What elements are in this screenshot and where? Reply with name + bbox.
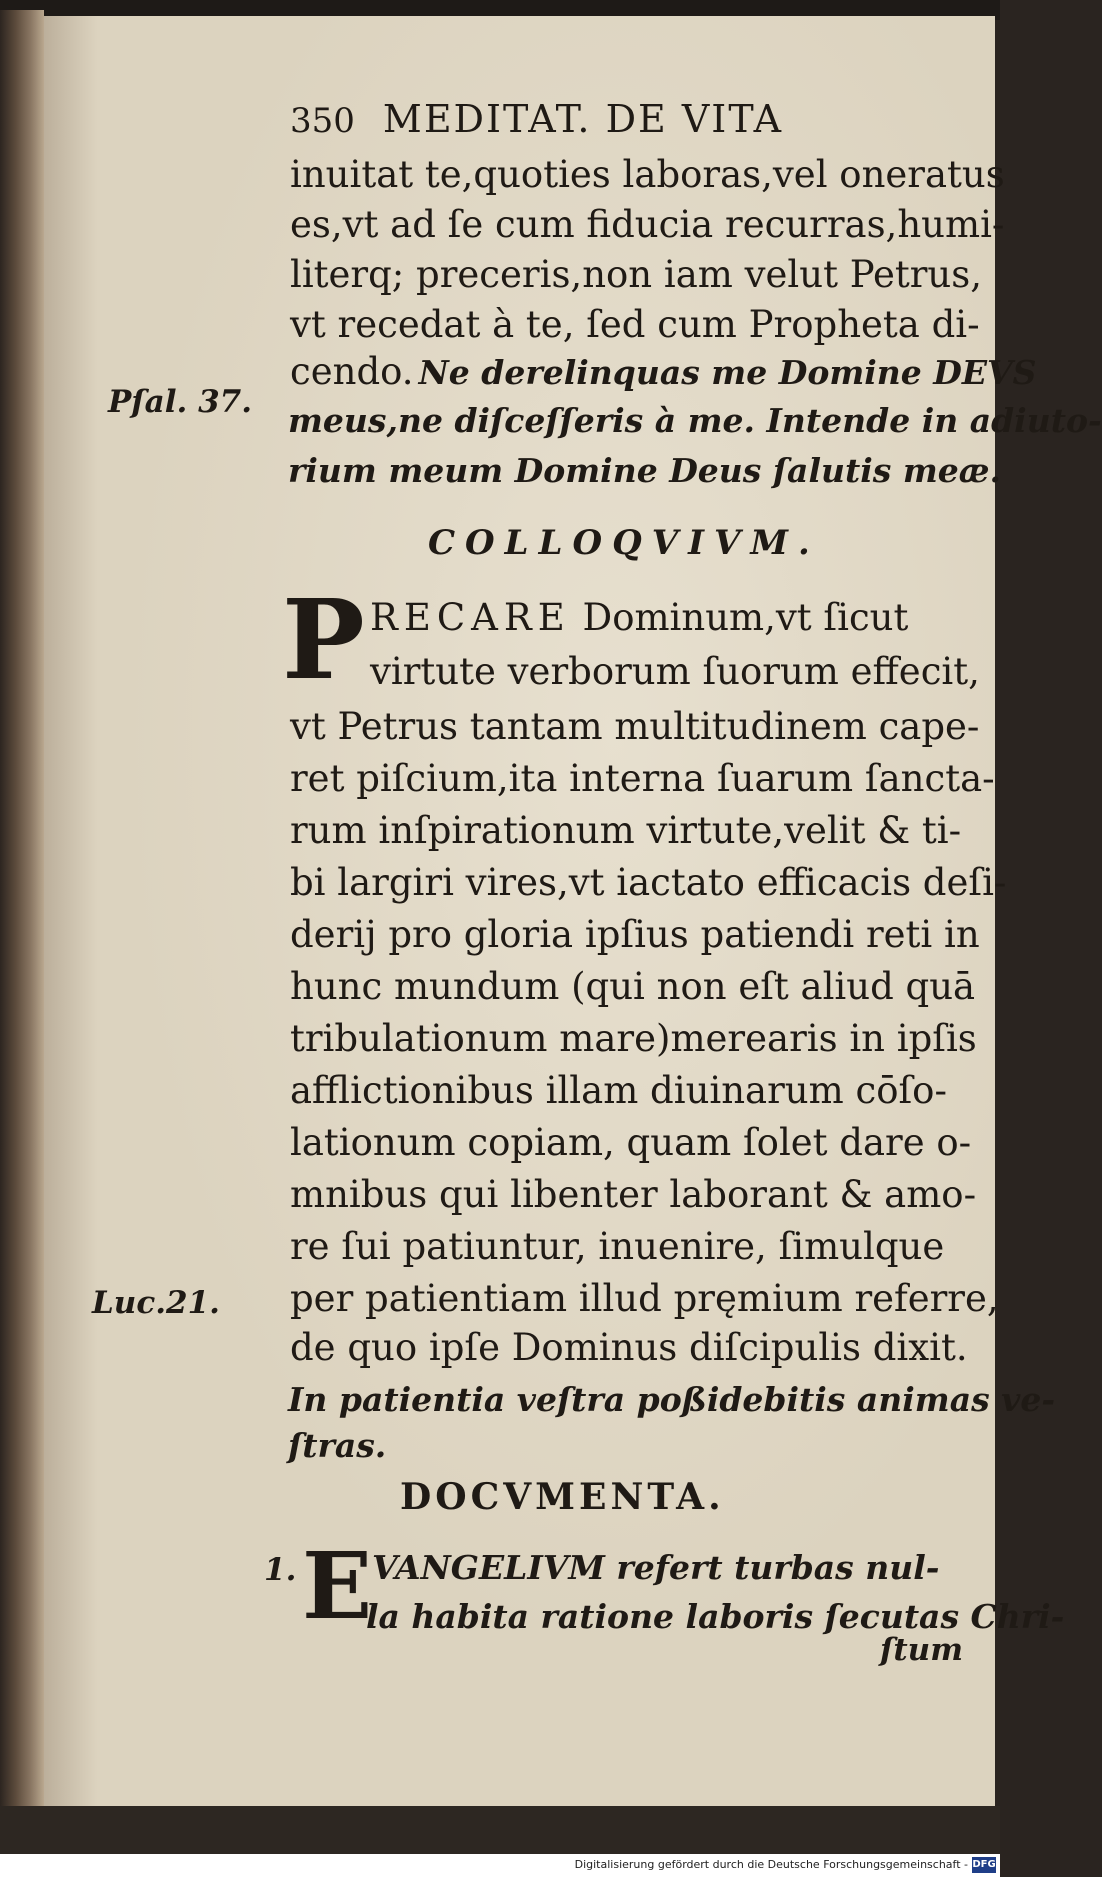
italic-line: la habita ratione laboris ſecutas Chri- [366, 1597, 1065, 1636]
digitization-footer [0, 1854, 1000, 1877]
first-line-rest: Dominum,vt ſicut [582, 596, 909, 639]
page-number: 350 [290, 101, 355, 141]
text-roman: cendo. [290, 350, 414, 393]
text-line: re ſui patiuntur, inuenire, ſimulque [290, 1225, 945, 1268]
text-line: afflictionibus illam diuinarum cōſo- [290, 1069, 947, 1112]
text-line: hunc mundum (qui non eſt aliud quā [290, 965, 976, 1008]
dfg-logo: DFG [972, 1857, 996, 1873]
text-line: virtute verborum ſuorum effecit, [370, 650, 980, 693]
italic-line: In patientia veſtra poßidebitis animas ve- [288, 1380, 1056, 1419]
text-line-mixed [290, 350, 1036, 393]
item-number: 1. [264, 1552, 297, 1588]
italic-line: rium meum Domine Deus ſalutis meæ. [288, 451, 1001, 490]
italic-line: VANGELIVM refert turbas nul- [372, 1548, 940, 1587]
section-heading-colloquium: COLLOQVIVM. [428, 523, 820, 563]
text-line: rum inſpirationum virtute,velit & ti- [290, 809, 962, 852]
book-spine [0, 10, 44, 1810]
first-word: RECARE [370, 596, 571, 639]
running-head [290, 97, 940, 141]
bottom-edge [0, 1806, 1000, 1854]
text-line: inuitat te,quoties laboras,vel oneratus [290, 153, 1005, 196]
section-heading-documenta: DOCVMENTA. [400, 1476, 725, 1518]
running-head-title: MEDITAT. DE VITA [382, 97, 784, 141]
text-line [370, 596, 908, 639]
italic-line: meus,ne diſceſſeris à me. Intende in adiuto- [288, 401, 1102, 440]
margin-note-psalm: Pſal. 37. [108, 384, 253, 420]
drop-cap: E [302, 1532, 373, 1640]
text-line: per patientiam illud pręmium referre, [290, 1277, 999, 1320]
drop-cap: P [282, 575, 365, 704]
text-line: bi largiri vires,vt iactato efficacis deſi- [290, 861, 1007, 904]
text-line: es,vt ad ſe cum fiducia recurras,humi- [290, 203, 1005, 246]
text-line: literq; preceris,non iam velut Petrus, [290, 253, 982, 296]
text-line: ret piſcium,ita interna ſuarum ſancta- [290, 757, 995, 800]
text-line: mnibus qui libenter laborant & amo- [290, 1173, 977, 1216]
text-line: lationum copiam, quam ſolet dare o- [290, 1121, 972, 1164]
text-line: de quo ipſe Dominus diſcipulis dixit. [290, 1326, 968, 1369]
text-line: vt recedat à te, ſed cum Propheta di- [290, 303, 980, 346]
footer-credit: Digitalisierung gefördert durch die Deutsche Forschungsgemeinschaft - [574, 1858, 968, 1871]
margin-note-luke: Luc.21. [92, 1285, 220, 1321]
text-italic: Ne derelinquas me Domine DEVS [418, 353, 1037, 392]
text-line: vt Petrus tantam multitudinem cape- [290, 705, 980, 748]
italic-line: ſtras. [288, 1426, 387, 1465]
text-line: derij pro gloria ipſius patiendi reti in [290, 913, 980, 956]
text-line: tribulationum mare)merearis in ipſis [290, 1017, 977, 1060]
catchword: ſtum [880, 1632, 963, 1668]
